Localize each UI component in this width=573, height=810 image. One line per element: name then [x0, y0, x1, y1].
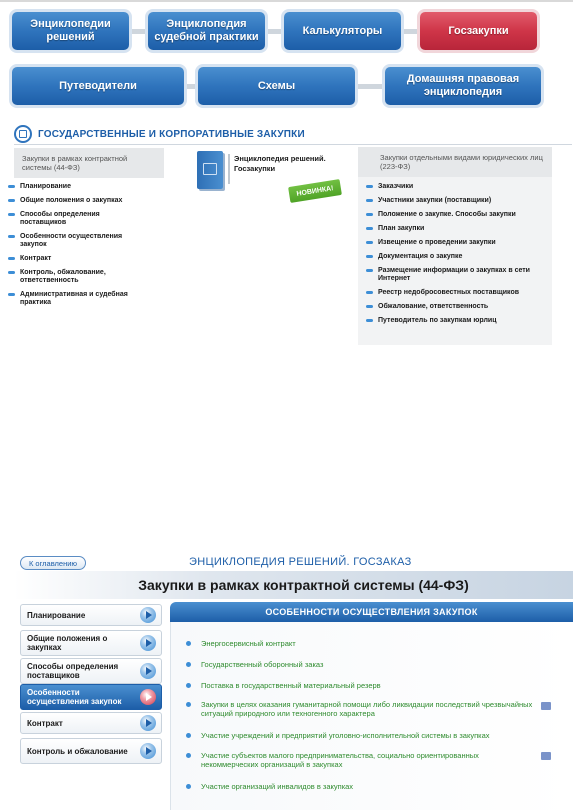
list-item[interactable]: Планирование [4, 183, 164, 191]
left-panel-heading-text: Закупки в рамках контрактной системы (44-ФЗ) [22, 154, 128, 172]
left-panel-heading [14, 148, 164, 178]
book-icon [14, 125, 32, 143]
right-panel-heading-text: Закупки отдельными видами юридических лиц (223-ФЗ) [380, 153, 543, 171]
bullet-icon [186, 753, 191, 758]
tile-schemes[interactable]: Схемы [198, 67, 355, 105]
encyclopedia-book-icon[interactable] [197, 151, 223, 189]
bullet-icon [366, 185, 373, 188]
content-link[interactable]: Участие учреждений и предприятий уголовно-исполнительной системы в закупках [186, 731, 556, 740]
bullet-icon [366, 255, 373, 258]
bullet-icon [186, 784, 191, 789]
list-item[interactable]: Контроль, обжалование, ответственность [4, 269, 134, 285]
list-item[interactable]: Обжалование, ответственность [362, 303, 552, 311]
right-panel-list [362, 183, 552, 325]
note-icon [541, 702, 551, 710]
right-panel-heading [358, 147, 552, 177]
bullet-icon [186, 702, 191, 707]
bullet-icon [366, 213, 373, 216]
content-heading: ОСОБЕННОСТИ ОСУЩЕСТВЛЕНИЯ ЗАКУПОК [170, 602, 573, 622]
left-panel-list [4, 183, 164, 307]
list-item[interactable]: Документация о закупке [362, 253, 552, 261]
top-divider [0, 0, 573, 2]
section-divider [14, 144, 572, 145]
list-item[interactable]: Путеводитель по закупкам юрлиц [362, 317, 552, 325]
bullet-icon [366, 227, 373, 230]
list-item[interactable]: План закупки [362, 225, 552, 233]
bullet-icon [186, 641, 191, 646]
encyclopedia-header: ЭНЦИКЛОПЕДИЯ РЕШЕНИЙ. ГОСЗАКАЗ [189, 556, 412, 568]
bullet-icon [186, 683, 191, 688]
tile-solutions-encyclopedia[interactable]: Энциклопедии решений [12, 12, 129, 50]
bullet-icon [8, 199, 15, 202]
bullet-icon [8, 185, 15, 188]
content-link[interactable]: Участие субъектов малого предпринимательства, социально ориентированных некоммерческих организаций в закупках [186, 751, 534, 769]
bullet-icon [366, 319, 373, 322]
list-item[interactable]: Особенности осуществления закупок [4, 233, 139, 249]
list-item[interactable]: Участники закупки (поставщики) [362, 197, 552, 205]
list-item[interactable]: Способы определения поставщиков [4, 211, 134, 227]
list-item[interactable]: Общие положения о закупках [4, 197, 164, 205]
bullet-icon [8, 271, 15, 274]
bullet-icon [8, 257, 15, 260]
content-link[interactable]: Энергосервисный контракт [186, 639, 546, 648]
arrow-right-icon [140, 715, 156, 731]
list-item[interactable]: Извещение о проведении закупки [362, 239, 552, 247]
encyclopedia-title[interactable]: Энциклопедия решений. Госзакупки [228, 154, 338, 184]
nav-item-general-provisions[interactable]: Общие положения о закупках [20, 630, 162, 656]
banner-title: Закупки в рамках контрактной системы (44-ФЗ) [138, 577, 469, 593]
list-item[interactable]: Контракт [4, 255, 164, 263]
tile-procurement[interactable]: Госзакупки [420, 12, 537, 50]
bullet-icon [366, 269, 373, 272]
tile-home-legal-encyclopedia[interactable]: Домашняя правовая энциклопедия [385, 67, 541, 105]
tile-calculators[interactable]: Калькуляторы [284, 12, 401, 50]
content-link[interactable]: Поставка в государственный материальный резерв [186, 681, 546, 690]
nav-item-control-appeal[interactable]: Контроль и обжалование [20, 738, 162, 764]
nav-item-contract[interactable]: Контракт [20, 712, 162, 734]
content-link[interactable]: Государственный оборонный заказ [186, 660, 546, 669]
bullet-icon [8, 293, 15, 296]
section-header [14, 125, 569, 143]
bullet-icon [366, 291, 373, 294]
content-link[interactable]: Закупки в целях оказания гуманитарной помощи либо ликвидации последствий чрезвычайных ситуаций природного или техногенного характера [186, 700, 534, 718]
arrow-right-icon [140, 607, 156, 623]
list-item[interactable]: Положение о закупке. Способы закупки [362, 211, 552, 219]
arrow-right-icon [140, 663, 156, 679]
content-link[interactable]: Участие организаций инвалидов в закупках [186, 782, 546, 791]
new-badge: НОВИНКА! [288, 179, 342, 203]
bullet-icon [8, 213, 15, 216]
list-item[interactable]: Размещение информации о закупках в сети Интернет [362, 267, 537, 283]
bullet-icon [8, 235, 15, 238]
nav-item-supplier-methods[interactable]: Способы определения поставщиков [20, 658, 162, 684]
bullet-icon [366, 241, 373, 244]
banner [14, 571, 573, 599]
back-to-contents-button[interactable]: К оглавлению [20, 556, 86, 570]
nav-item-procurement-features[interactable]: Особенности осуществления закупок [20, 684, 162, 710]
bullet-icon [186, 733, 191, 738]
note-icon [541, 752, 551, 760]
list-item[interactable]: Заказчики [362, 183, 552, 191]
bullet-icon [366, 199, 373, 202]
arrow-right-icon [140, 689, 156, 705]
arrow-right-icon [140, 743, 156, 759]
bullet-icon [366, 305, 373, 308]
tile-court-practice-encyclopedia[interactable]: Энциклопедия судебной практики [148, 12, 265, 50]
list-item[interactable]: Реестр недобросовестных поставщиков [362, 289, 552, 297]
bullet-icon [186, 662, 191, 667]
section-title: ГОСУДАРСТВЕННЫЕ И КОРПОРАТИВНЫЕ ЗАКУПКИ [38, 128, 305, 140]
tile-guides[interactable]: Путеводители [12, 67, 184, 105]
nav-item-planning[interactable]: Планирование [20, 604, 162, 626]
arrow-right-icon [140, 635, 156, 651]
list-item[interactable]: Административная и судебная практика [4, 291, 149, 307]
